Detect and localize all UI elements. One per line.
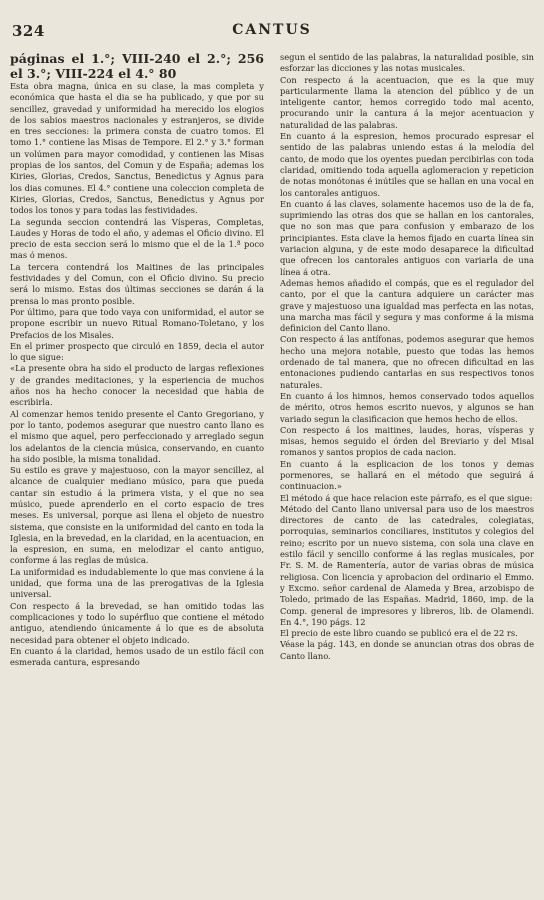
paragraph: En cuanto á los himnos, hemos conservado todos aquellos de mérito, otros hemos escrito nuevos, y algunos se han variado segun la clasificacion que hemos hecho de ellos. — [280, 390, 534, 424]
paragraph: Véase la pág. 143, en donde se anuncian otras dos obras de Canto llano. — [280, 639, 534, 661]
paragraph: Con respecto á la acentuacion, que es la que muy particularmente llama la atencion del público y de un inteligente cantor, hemos corregido todo mal acento, procurando unir la cantura á la mejor acentuacion y naturalidad de las palabras. — [280, 74, 534, 130]
paragraph: Esta obra magna, única en su clase, la mas completa y económica que hasta el dia se ha publicado, y que por su sencillez, gravedad y uniformidad ha merecido los elogios de los sabios maestros nacionales y estranjeros, se divide en tres secciones: la primera consta de cuatro tomos. El tomo 1.° contiene las Misas de Tempore. El 2.° y 3.° forman un volúmen para mayor comodidad, y contienen las Misas propias de los santos, del Comun y de España; ademas los Kiries, Glorias, Credos, Sanctus, Benedictus y Agnus para los dias comunes. El 4.° contiene una coleccion completa de Kiries, Glorias, Credos, Sanctus, Benedictus y Agnus por todos los tonos y para todas las festividades. — [10, 81, 264, 216]
paragraph: En cuanto á la claridad, hemos usado de un estilo fácil con esmerada cantura, espresando — [10, 645, 264, 668]
running-head: CANTUS — [232, 22, 312, 38]
paragraph: La tercera contendrá los Maitines de las principales festividades y del Comun, con el Oficio divino. Su precio será lo mismo. Estas dos últimas secciones se darán á la prensa lo mas pronto posible. — [10, 261, 264, 306]
paragraph: En el primer prospecto que circuló en 1859, decia el autor lo que sigue: — [10, 340, 264, 363]
page-header — [0, 22, 544, 46]
paragraph: En cuanto á las claves, solamente hacemos uso de la de fa, suprimiendo las otras dos que se hallan en los cantorales, que no son mas que para confusion y embarazo de los principiantes. Esta clave la hemos fijado en cuarta línea sin variacion alguna, y de este modo desaparece la dificultad que ofrecen los cantorales antiguos con variarla de una línea á otra. — [280, 198, 534, 277]
paragraph: La uniformidad es indudablemente lo que mas conviene á la unidad, que forma una de las prerogativas de la Iglesia universal. — [10, 566, 264, 600]
right-column — [280, 52, 534, 884]
paragraph: En cuanto á la espresion, hemos procurado espresar el sentido de las palabras uniendo estas á la melodía del canto, de modo que los oyentes puedan percibirlas con toda claridad, omitiendo toda aquella aglomeracion y repeticion de notas monótonas é inútiles que se hallan en una vocal en los cantorales antiguos. — [280, 131, 534, 198]
paragraph: Con respecto á los maitines, laudes, horas, vísperas y misas, hemos seguido el órden del Breviario y del Misal romanos y santos propios de cada nacion. — [280, 424, 534, 458]
left-column — [10, 52, 264, 884]
page-number: 324 — [12, 22, 45, 40]
paragraph: Su estilo es grave y majestuoso, con la mayor sencillez, al alcance de cualquier mediano músico, para que pueda cantar sin estudio á la primera vista, y el que no sea músico, puede aprenderlo en el corto espacio de tres meses. Es universal, porque asi llena el objeto de nuestro sistema, que consiste en la uniformidad del canto en toda la Iglesia, en la brevedad, en la claridad, en la acentuacion, en la espresion, en suma, en melodizar el canto antiguo, conforme á las reglas de música. — [10, 465, 264, 566]
paragraph: Al comenzar hemos tenido presente el Canto Gregoriano, y por lo tanto, podemos asegurar que nuestro canto llano es el mismo que aquel, pero perfeccionado y arreglado segun los adelantos de la ciencia música, conservando, en cuanto ha sido posible, la misma tonalidad. — [10, 408, 264, 464]
paragraph: Con respecto á las antífonas, podemos asegurar que hemos hecho una mejora notable, puesto que todas las hemos ordenado de tal manera, que no ofrecen dificultad en las entonaciones pudiendo cantarlas en sus respectivos tonos naturales. — [280, 334, 534, 390]
paragraph: segun el sentido de las palabras, la naturalidad posible, sin esforzar las dicciones y las notas musicales. — [280, 52, 534, 74]
paragraph: En cuanto á la esplicacion de los tonos y demas pormenores, se hallará en el método que seguirá á continuacion.» — [280, 458, 534, 492]
bibliographic-entry: Método del Canto llano universal para uso de los maestros directores de canto de las catedrales, colegiatas, porroquias, seminarios conciliares, institutos y colegios del reino; escrito por un nuevo sistema, con sola una clave en estilo fácil y sencillo conforme á las reglas musicales, por Fr. S. M. de Ramentería, autor de varias obras de música religiosa. Con licencia y aprobacion del ordinario el Emmo. y Excmo. señor cardenal de Alameda y Brea, arzobispo de Toledo, primado de las Españas. Madrid, 1860, imp. de la Comp. general de impresores y libreros, lib. de Olamendi. En 4.°, 190 págs. 12 — [280, 503, 534, 627]
paragraph: «La presente obra ha sido el producto de largas reflexiones y de grandes meditaciones, y la esperiencia de muchos años nos ha hecho conocer la necesidad que habia de escribirla. — [10, 363, 264, 408]
paragraph: Por último, para que todo vaya con uniformidad, el autor se propone escribir un nuevo Ritual Romano-Toletano, y los Prefacios de los Misales. — [10, 306, 264, 340]
paragraph: La segunda seccion contendrá las Vísperas, Completas, Laudes y Horas de todo el año, y ademas el Oficio divino. El precio de esta seccion será lo mismo que el de la 1.ª poco mas ó menos. — [10, 216, 264, 261]
paragraph: Ademas hemos añadido el compás, que es el regulador del canto, por el que la cantura adquiere un carácter mas grave y majestuoso una igualdad mas perfecta en las notas, una marcha mas fácil y segura y mas conforme á la misma definicion del Canto llano. — [280, 277, 534, 334]
paragraph: El precio de este libro cuando se publicó era el de 22 rs. — [280, 628, 518, 639]
paragraph: El método á que hace relacion este párrafo, es el que sigue: — [280, 492, 533, 503]
intro-pages-line: páginas el 1.°; VIII-240 el 2.°; 256 el 3.°; VIII-224 el 4.° 80 — [10, 52, 264, 81]
paragraph: Con respecto á la brevedad, se han omitido todas las complicaciones y todo lo supérfluo que contiene el método antiguo, atendiendo únicamente á lo que es de absoluta necesidad para obtener el objeto indicado. — [10, 600, 264, 645]
